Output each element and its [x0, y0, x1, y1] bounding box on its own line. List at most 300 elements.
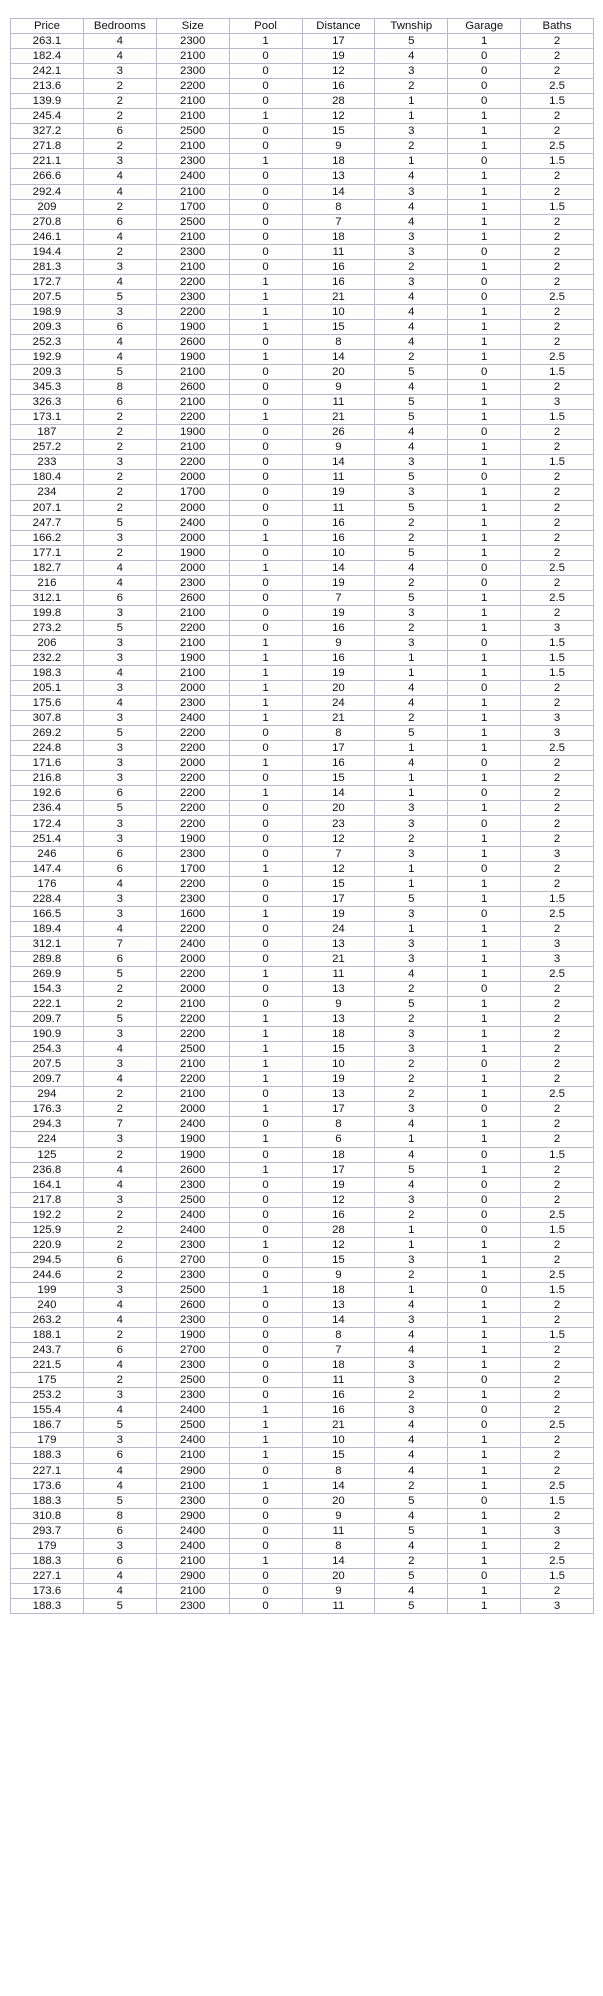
- cell-garage: 0: [448, 982, 521, 997]
- cell-baths: 2: [521, 1102, 594, 1117]
- cell-township: 4: [375, 1147, 448, 1162]
- cell-township: 1: [375, 1222, 448, 1237]
- cell-price: 172.7: [11, 274, 84, 289]
- cell-garage: 1: [448, 440, 521, 455]
- cell-baths: 2: [521, 49, 594, 64]
- cell-bedrooms: 5: [83, 365, 156, 380]
- cell-bedrooms: 3: [83, 635, 156, 650]
- cell-distance: 11: [302, 1373, 375, 1388]
- cell-township: 3: [375, 124, 448, 139]
- table-row: [11, 801, 594, 816]
- cell-baths: 2.5: [521, 1418, 594, 1433]
- cell-pool: 0: [229, 1463, 302, 1478]
- cell-price: 209.3: [11, 365, 84, 380]
- data-table: [10, 18, 594, 1614]
- cell-township: 2: [375, 1267, 448, 1282]
- cell-baths: 2.5: [521, 590, 594, 605]
- cell-size: 2100: [156, 666, 229, 681]
- cell-distance: 21: [302, 1418, 375, 1433]
- cell-township: 1: [375, 109, 448, 124]
- cell-size: 2300: [156, 1493, 229, 1508]
- cell-baths: 2: [521, 921, 594, 936]
- table-row: [11, 756, 594, 771]
- cell-township: 3: [375, 455, 448, 470]
- cell-distance: 8: [302, 1328, 375, 1343]
- cell-baths: 2: [521, 1132, 594, 1147]
- table-row: [11, 1598, 594, 1613]
- cell-price: 217.8: [11, 1192, 84, 1207]
- cell-bedrooms: 3: [83, 605, 156, 620]
- cell-price: 252.3: [11, 334, 84, 349]
- cell-distance: 19: [302, 1177, 375, 1192]
- cell-township: 3: [375, 1027, 448, 1042]
- cell-size: 2200: [156, 921, 229, 936]
- table-row: [11, 1087, 594, 1102]
- cell-bedrooms: 2: [83, 109, 156, 124]
- cell-size: 2600: [156, 1162, 229, 1177]
- cell-price: 227.1: [11, 1568, 84, 1583]
- header-size: Size: [156, 19, 229, 34]
- cell-baths: 2: [521, 1463, 594, 1478]
- cell-pool: 0: [229, 590, 302, 605]
- cell-pool: 1: [229, 560, 302, 575]
- cell-bedrooms: 3: [83, 1057, 156, 1072]
- cell-baths: 2.5: [521, 741, 594, 756]
- cell-price: 312.1: [11, 936, 84, 951]
- cell-pool: 1: [229, 1403, 302, 1418]
- cell-pool: 0: [229, 1207, 302, 1222]
- cell-size: 2300: [156, 1313, 229, 1328]
- cell-bedrooms: 2: [83, 1147, 156, 1162]
- cell-township: 4: [375, 334, 448, 349]
- cell-garage: 1: [448, 1297, 521, 1312]
- cell-price: 245.4: [11, 109, 84, 124]
- cell-distance: 14: [302, 184, 375, 199]
- cell-distance: 8: [302, 726, 375, 741]
- cell-distance: 12: [302, 109, 375, 124]
- cell-size: 2500: [156, 1418, 229, 1433]
- table-body: [11, 34, 594, 1614]
- cell-bedrooms: 6: [83, 786, 156, 801]
- cell-price: 222.1: [11, 997, 84, 1012]
- cell-bedrooms: 4: [83, 666, 156, 681]
- table-row: [11, 906, 594, 921]
- cell-bedrooms: 5: [83, 1418, 156, 1433]
- cell-garage: 1: [448, 1267, 521, 1282]
- table-row: [11, 982, 594, 997]
- table-row: [11, 350, 594, 365]
- cell-garage: 1: [448, 350, 521, 365]
- cell-bedrooms: 4: [83, 696, 156, 711]
- header-distance: Distance: [302, 19, 375, 34]
- cell-township: 3: [375, 1373, 448, 1388]
- table-row: [11, 711, 594, 726]
- cell-pool: 0: [229, 1147, 302, 1162]
- cell-garage: 0: [448, 94, 521, 109]
- cell-garage: 1: [448, 1448, 521, 1463]
- cell-garage: 1: [448, 319, 521, 334]
- table-row: [11, 184, 594, 199]
- table-row: [11, 1162, 594, 1177]
- cell-baths: 2: [521, 876, 594, 891]
- cell-garage: 1: [448, 1358, 521, 1373]
- cell-pool: 1: [229, 1057, 302, 1072]
- table-row: [11, 1358, 594, 1373]
- cell-price: 175: [11, 1373, 84, 1388]
- cell-price: 209.7: [11, 1072, 84, 1087]
- cell-price: 207.1: [11, 500, 84, 515]
- cell-bedrooms: 3: [83, 1132, 156, 1147]
- cell-township: 1: [375, 650, 448, 665]
- cell-baths: 1.5: [521, 410, 594, 425]
- cell-distance: 20: [302, 1568, 375, 1583]
- cell-price: 173.1: [11, 410, 84, 425]
- cell-bedrooms: 3: [83, 455, 156, 470]
- cell-garage: 1: [448, 1508, 521, 1523]
- cell-township: 2: [375, 79, 448, 94]
- cell-garage: 0: [448, 816, 521, 831]
- cell-baths: 2: [521, 1117, 594, 1132]
- cell-garage: 1: [448, 936, 521, 951]
- cell-size: 2100: [156, 1448, 229, 1463]
- cell-size: 2300: [156, 1237, 229, 1252]
- cell-distance: 9: [302, 440, 375, 455]
- header-pool: Pool: [229, 19, 302, 34]
- table-row: [11, 936, 594, 951]
- cell-township: 2: [375, 575, 448, 590]
- cell-garage: 1: [448, 605, 521, 620]
- table-row: [11, 410, 594, 425]
- cell-price: 187: [11, 425, 84, 440]
- cell-price: 179: [11, 1433, 84, 1448]
- cell-township: 4: [375, 560, 448, 575]
- cell-pool: 0: [229, 169, 302, 184]
- cell-pool: 1: [229, 410, 302, 425]
- cell-pool: 0: [229, 124, 302, 139]
- cell-price: 166.5: [11, 906, 84, 921]
- cell-size: 2100: [156, 1087, 229, 1102]
- cell-township: 3: [375, 1313, 448, 1328]
- cell-size: 2100: [156, 635, 229, 650]
- cell-size: 2300: [156, 289, 229, 304]
- cell-pool: 0: [229, 79, 302, 94]
- cell-garage: 1: [448, 1598, 521, 1613]
- table-row: [11, 1282, 594, 1297]
- cell-township: 5: [375, 395, 448, 410]
- cell-price: 234: [11, 485, 84, 500]
- cell-garage: 0: [448, 560, 521, 575]
- cell-pool: 0: [229, 485, 302, 500]
- cell-garage: 1: [448, 124, 521, 139]
- cell-distance: 14: [302, 1478, 375, 1493]
- cell-price: 186.7: [11, 1418, 84, 1433]
- cell-garage: 0: [448, 244, 521, 259]
- cell-pool: 1: [229, 1012, 302, 1027]
- cell-price: 247.7: [11, 515, 84, 530]
- cell-township: 2: [375, 711, 448, 726]
- cell-size: 2700: [156, 1252, 229, 1267]
- cell-distance: 12: [302, 861, 375, 876]
- cell-bedrooms: 4: [83, 575, 156, 590]
- cell-size: 2400: [156, 711, 229, 726]
- cell-price: 244.6: [11, 1267, 84, 1282]
- cell-price: 209.3: [11, 319, 84, 334]
- cell-pool: 0: [229, 575, 302, 590]
- cell-township: 3: [375, 274, 448, 289]
- cell-distance: 7: [302, 1343, 375, 1358]
- cell-township: 4: [375, 425, 448, 440]
- cell-price: 188.3: [11, 1493, 84, 1508]
- cell-pool: 0: [229, 620, 302, 635]
- cell-distance: 11: [302, 500, 375, 515]
- cell-distance: 28: [302, 94, 375, 109]
- cell-baths: 2: [521, 1343, 594, 1358]
- cell-price: 221.5: [11, 1358, 84, 1373]
- cell-pool: 0: [229, 726, 302, 741]
- cell-garage: 0: [448, 1222, 521, 1237]
- cell-bedrooms: 2: [83, 997, 156, 1012]
- table-row: [11, 515, 594, 530]
- table-row: [11, 846, 594, 861]
- cell-size: 2100: [156, 605, 229, 620]
- cell-bedrooms: 4: [83, 274, 156, 289]
- cell-size: 2100: [156, 997, 229, 1012]
- cell-baths: 2: [521, 380, 594, 395]
- cell-baths: 2: [521, 440, 594, 455]
- cell-price: 190.9: [11, 1027, 84, 1042]
- cell-distance: 21: [302, 711, 375, 726]
- cell-size: 2200: [156, 816, 229, 831]
- cell-garage: 1: [448, 184, 521, 199]
- cell-township: 4: [375, 1508, 448, 1523]
- cell-bedrooms: 4: [83, 1478, 156, 1493]
- cell-baths: 2.5: [521, 1478, 594, 1493]
- cell-pool: 0: [229, 1177, 302, 1192]
- cell-price: 192.6: [11, 786, 84, 801]
- cell-bedrooms: 4: [83, 1463, 156, 1478]
- cell-baths: 2: [521, 1508, 594, 1523]
- cell-township: 2: [375, 1207, 448, 1222]
- cell-township: 4: [375, 1328, 448, 1343]
- cell-baths: 2: [521, 515, 594, 530]
- cell-bedrooms: 6: [83, 124, 156, 139]
- cell-bedrooms: 3: [83, 891, 156, 906]
- cell-garage: 1: [448, 259, 521, 274]
- cell-distance: 7: [302, 214, 375, 229]
- cell-pool: 1: [229, 530, 302, 545]
- cell-bedrooms: 5: [83, 1598, 156, 1613]
- cell-size: 2300: [156, 244, 229, 259]
- cell-pool: 0: [229, 1313, 302, 1328]
- table-row: [11, 229, 594, 244]
- cell-garage: 0: [448, 1192, 521, 1207]
- cell-size: 2200: [156, 876, 229, 891]
- cell-size: 2000: [156, 681, 229, 696]
- cell-distance: 21: [302, 951, 375, 966]
- cell-township: 5: [375, 590, 448, 605]
- cell-baths: 1.5: [521, 635, 594, 650]
- cell-size: 1700: [156, 485, 229, 500]
- cell-garage: 1: [448, 590, 521, 605]
- cell-size: 2400: [156, 1433, 229, 1448]
- cell-baths: 2: [521, 214, 594, 229]
- cell-bedrooms: 3: [83, 650, 156, 665]
- cell-baths: 2: [521, 861, 594, 876]
- cell-garage: 1: [448, 334, 521, 349]
- cell-baths: 2: [521, 982, 594, 997]
- cell-pool: 1: [229, 109, 302, 124]
- cell-distance: 9: [302, 1583, 375, 1598]
- cell-baths: 2.5: [521, 350, 594, 365]
- cell-size: 2600: [156, 590, 229, 605]
- cell-baths: 2: [521, 997, 594, 1012]
- cell-township: 2: [375, 831, 448, 846]
- cell-bedrooms: 4: [83, 49, 156, 64]
- cell-distance: 9: [302, 997, 375, 1012]
- cell-baths: 2: [521, 1192, 594, 1207]
- cell-garage: 1: [448, 891, 521, 906]
- cell-distance: 16: [302, 1403, 375, 1418]
- cell-distance: 20: [302, 801, 375, 816]
- table-row: [11, 1403, 594, 1418]
- cell-township: 1: [375, 94, 448, 109]
- cell-township: 4: [375, 966, 448, 981]
- cell-pool: 0: [229, 831, 302, 846]
- table-row: [11, 696, 594, 711]
- table-row: [11, 1027, 594, 1042]
- cell-garage: 0: [448, 470, 521, 485]
- cell-bedrooms: 4: [83, 350, 156, 365]
- table-row: [11, 34, 594, 49]
- table-row: [11, 1418, 594, 1433]
- cell-bedrooms: 2: [83, 1102, 156, 1117]
- cell-size: 2100: [156, 49, 229, 64]
- cell-size: 2300: [156, 1177, 229, 1192]
- cell-pool: 0: [229, 1252, 302, 1267]
- cell-pool: 0: [229, 921, 302, 936]
- cell-price: 206: [11, 635, 84, 650]
- table-row: [11, 244, 594, 259]
- cell-pool: 0: [229, 64, 302, 79]
- cell-distance: 13: [302, 936, 375, 951]
- cell-garage: 1: [448, 1012, 521, 1027]
- table-row: [11, 1433, 594, 1448]
- cell-size: 2100: [156, 184, 229, 199]
- cell-distance: 14: [302, 560, 375, 575]
- cell-baths: 2: [521, 274, 594, 289]
- cell-pool: 1: [229, 1027, 302, 1042]
- table-row: [11, 1493, 594, 1508]
- cell-township: 3: [375, 184, 448, 199]
- cell-size: 2200: [156, 786, 229, 801]
- cell-bedrooms: 6: [83, 395, 156, 410]
- cell-price: 227.1: [11, 1463, 84, 1478]
- cell-pool: 1: [229, 34, 302, 49]
- table-row: [11, 455, 594, 470]
- cell-bedrooms: 7: [83, 936, 156, 951]
- cell-distance: 11: [302, 1523, 375, 1538]
- cell-bedrooms: 4: [83, 1583, 156, 1598]
- cell-baths: 2: [521, 34, 594, 49]
- cell-bedrooms: 3: [83, 304, 156, 319]
- cell-township: 3: [375, 846, 448, 861]
- table-row: [11, 169, 594, 184]
- cell-garage: 0: [448, 1207, 521, 1222]
- cell-bedrooms: 3: [83, 741, 156, 756]
- cell-bedrooms: 3: [83, 711, 156, 726]
- cell-pool: 0: [229, 1222, 302, 1237]
- cell-baths: 3: [521, 620, 594, 635]
- cell-pool: 0: [229, 49, 302, 64]
- cell-price: 228.4: [11, 891, 84, 906]
- table-row: [11, 365, 594, 380]
- cell-pool: 0: [229, 771, 302, 786]
- cell-township: 5: [375, 470, 448, 485]
- cell-bedrooms: 3: [83, 154, 156, 169]
- cell-price: 253.2: [11, 1388, 84, 1403]
- cell-bedrooms: 4: [83, 1568, 156, 1583]
- table-row: [11, 997, 594, 1012]
- cell-baths: 2: [521, 816, 594, 831]
- cell-distance: 8: [302, 1463, 375, 1478]
- cell-size: 2900: [156, 1463, 229, 1478]
- cell-township: 4: [375, 319, 448, 334]
- table-row: [11, 1237, 594, 1252]
- cell-bedrooms: 3: [83, 64, 156, 79]
- cell-baths: 2: [521, 1072, 594, 1087]
- cell-distance: 20: [302, 365, 375, 380]
- cell-garage: 0: [448, 64, 521, 79]
- cell-bedrooms: 2: [83, 1207, 156, 1222]
- cell-distance: 16: [302, 259, 375, 274]
- cell-size: 2400: [156, 169, 229, 184]
- cell-size: 2500: [156, 1192, 229, 1207]
- cell-distance: 16: [302, 650, 375, 665]
- cell-township: 3: [375, 1102, 448, 1117]
- cell-price: 257.2: [11, 440, 84, 455]
- cell-price: 199: [11, 1282, 84, 1297]
- cell-bedrooms: 2: [83, 1222, 156, 1237]
- cell-size: 2200: [156, 274, 229, 289]
- cell-size: 1600: [156, 906, 229, 921]
- cell-township: 4: [375, 1418, 448, 1433]
- table-row: [11, 605, 594, 620]
- cell-bedrooms: 6: [83, 319, 156, 334]
- cell-price: 125.9: [11, 1222, 84, 1237]
- cell-price: 293.7: [11, 1523, 84, 1538]
- cell-distance: 14: [302, 1553, 375, 1568]
- cell-bedrooms: 3: [83, 831, 156, 846]
- cell-bedrooms: 3: [83, 259, 156, 274]
- cell-pool: 0: [229, 1192, 302, 1207]
- cell-baths: 2: [521, 1162, 594, 1177]
- cell-price: 326.3: [11, 395, 84, 410]
- cell-garage: 0: [448, 1403, 521, 1418]
- cell-pool: 0: [229, 229, 302, 244]
- cell-price: 175.6: [11, 696, 84, 711]
- cell-bedrooms: 6: [83, 846, 156, 861]
- cell-price: 176: [11, 876, 84, 891]
- cell-size: 1900: [156, 350, 229, 365]
- cell-baths: 1.5: [521, 891, 594, 906]
- table-row: [11, 380, 594, 395]
- table-row: [11, 214, 594, 229]
- cell-baths: 2: [521, 1237, 594, 1252]
- cell-garage: 0: [448, 289, 521, 304]
- cell-pool: 1: [229, 650, 302, 665]
- cell-baths: 1.5: [521, 365, 594, 380]
- table-row: [11, 1012, 594, 1027]
